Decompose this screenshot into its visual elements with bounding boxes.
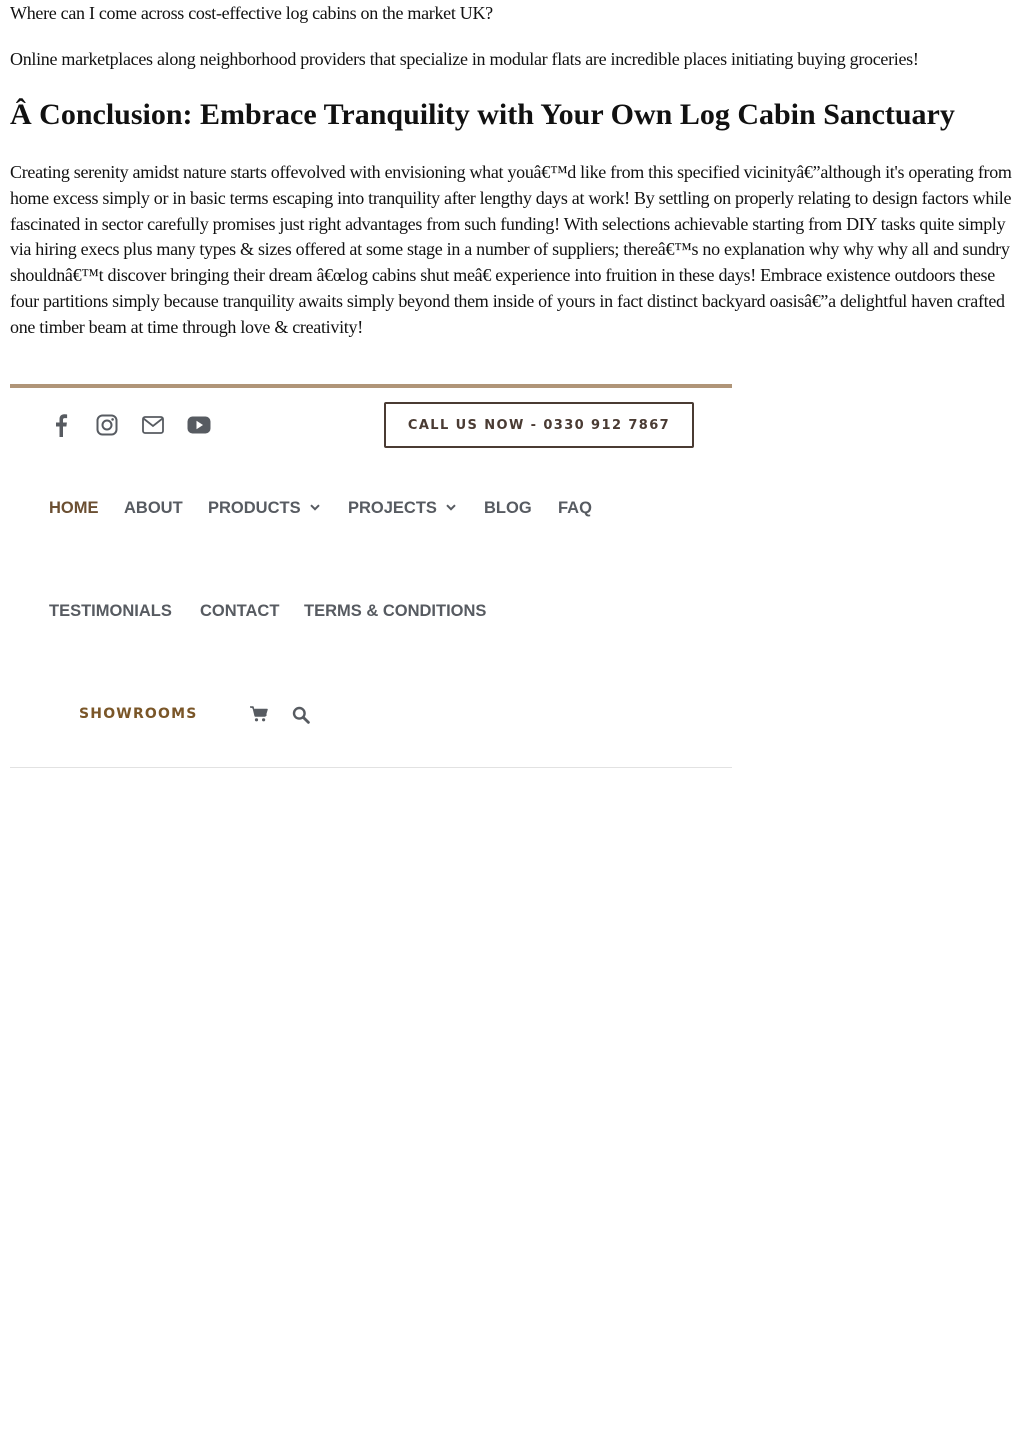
nav-products[interactable] <box>208 499 320 518</box>
nav-projects[interactable] <box>348 499 456 518</box>
facebook-icon[interactable] <box>48 412 74 438</box>
nav-faq[interactable]: FAQ <box>558 499 592 517</box>
header-bottom-divider <box>10 767 732 768</box>
conclusion-heading: Â Conclusion: Embrace Tranquility with Your Own Log Cabin Sanctuary <box>10 98 955 131</box>
nav-blog[interactable]: BLOG <box>484 499 532 517</box>
instagram-icon[interactable] <box>94 412 120 438</box>
site-header-bar <box>10 384 732 769</box>
nav-terms-conditions[interactable]: TERMS & CONDITIONS <box>304 602 487 620</box>
search-icon[interactable] <box>292 706 312 724</box>
nav-contact[interactable]: CONTACT <box>200 602 280 620</box>
faq-question: Where can I come across cost-effective log cabins on the market UK? <box>10 3 493 23</box>
nav-home[interactable]: HOME <box>49 499 99 517</box>
call-us-button[interactable]: CALL US NOW - 0330 912 7867 <box>384 402 694 448</box>
nav-products-label: PRODUCTS <box>208 499 301 517</box>
conclusion-paragraph: Creating serenity amidst nature starts offevolved with envisioning what youâ€™d like from this specified vicinityâ€”although it's operating from home excess simply or in basic terms escaping into tranquility after lengthy days at work! By settling on properly relating to design factors while fascinated in sector carefully promises just right advantages from such funding! With selections achievable starting from DIY tasks quite simply via hiring execs plus many types & sizes offered at some stage in a number of suppliers; thereâ€™s no explanation why why why all and sundry shouldnâ€™t discover bringing their dream â€œlog cabins shut meâ€ experience into fruition in these days! Embrace existence outdoors these four partitions simply because tranquility awaits simply beyond them inside of yours in fact distinct backyard oasisâ€”a delightful haven crafted one timber beam at time through love & creativity! <box>10 162 1012 337</box>
nav-projects-label: PROJECTS <box>348 499 437 517</box>
showrooms-link[interactable]: SHOWROOMS <box>79 706 198 722</box>
cart-icon[interactable] <box>250 706 270 724</box>
chevron-down-icon <box>310 504 320 511</box>
faq-answer: Online marketplaces along neighborhood providers that specialize in modular flats are incredible places initiating buying groceries! <box>10 49 919 69</box>
nav-testimonials[interactable]: TESTIMONIALS <box>49 602 172 620</box>
youtube-icon[interactable] <box>186 412 212 438</box>
accent-divider <box>10 384 732 388</box>
nav-about[interactable]: ABOUT <box>124 499 183 517</box>
envelope-icon[interactable] <box>140 412 166 438</box>
chevron-down-icon <box>446 504 456 511</box>
